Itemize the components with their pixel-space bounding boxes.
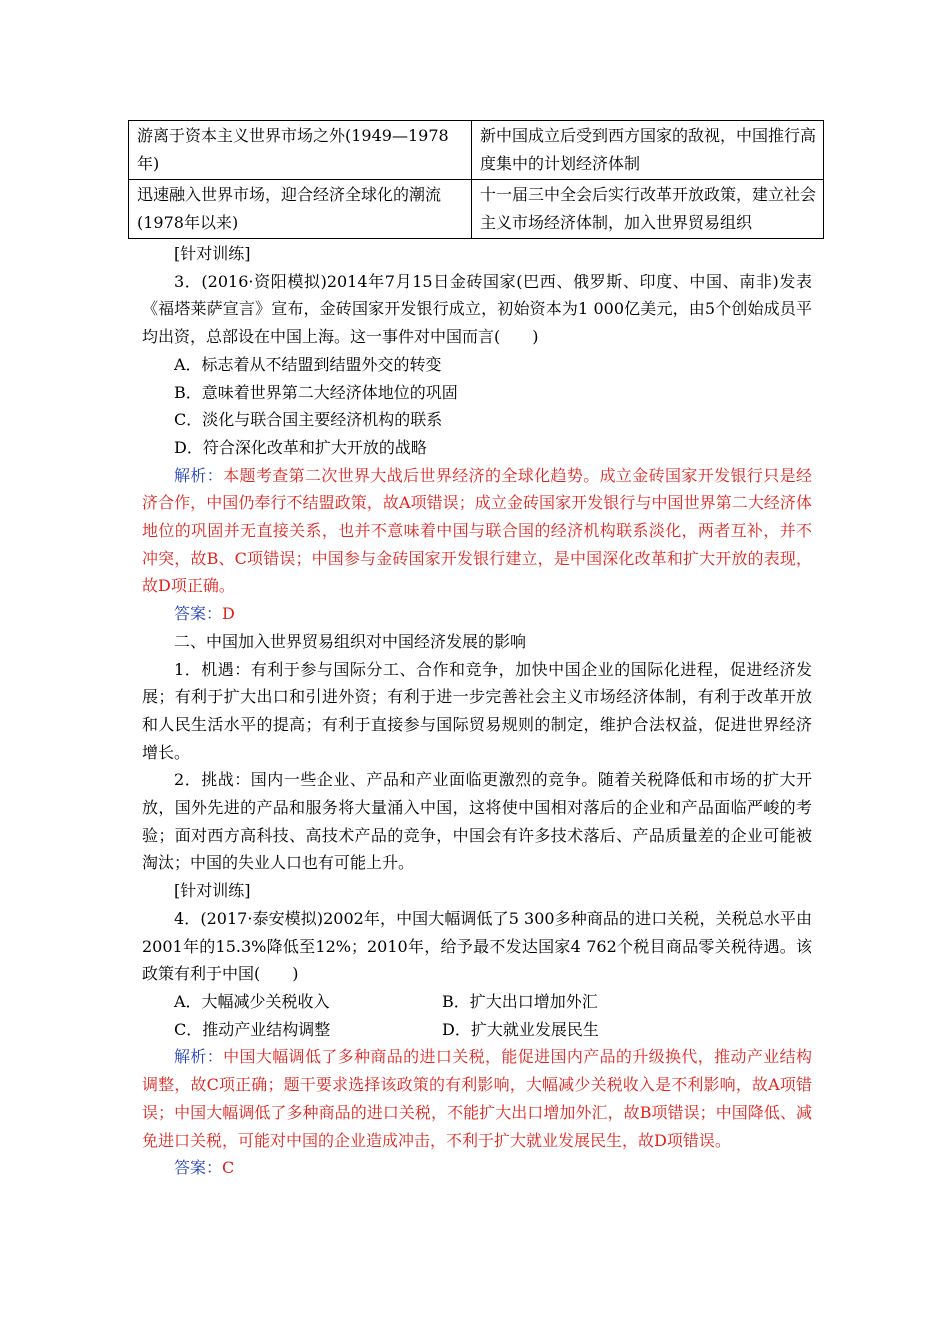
question-3-answer — [142, 600, 812, 628]
table-cell: 新中国成立后受到西方国家的敌视，中国推行高度集中的计划经济体制 — [472, 121, 824, 180]
training-label: [针对训练] — [174, 881, 251, 901]
question-3-option-a: A．标志着从不结盟到结盟外交的转变 — [174, 354, 442, 374]
question-3-analysis — [142, 462, 812, 601]
question-4-analysis — [142, 1043, 812, 1154]
answer-value: D — [222, 604, 235, 624]
answer-value: C — [222, 1158, 235, 1178]
table-cell: 十一届三中全会后实行改革开放政策，建立社会主义市场经济体制，加入世界贸易组织 — [472, 180, 824, 239]
question-3-stem: 3．(2016·资阳模拟)2014年7月15日金砖国家(巴西、俄罗斯、印度、中国、南非)发表《福塔莱萨宣言》宣布，金砖国家开发银行成立，初始资本为1 000亿美元，由5个创始成员平均出资，总部设在中国上海。这一事件对中国而言( ) — [142, 271, 812, 347]
answer-label: 答案： — [174, 1158, 223, 1178]
question-4-option-b: B．扩大出口增加外汇 — [442, 991, 598, 1011]
analysis-text: 中国大幅调低了多种商品的进口关税，能促进国内产品的升级换代，推动产业结构调整，故C项正确；题干要求选择该政策的有利影响，大幅减少关税收入是不利影响，故A项错误；中国大幅调低了多种商品的进口关税，不能扩大出口增加外汇，故B项错误；中国降低、减免进口关税，可能对中国的企业造成冲击，不利于扩大就业发展民生，故D项错误。 — [142, 1047, 812, 1150]
comparison-table — [128, 120, 824, 239]
answer-label: 答案： — [174, 604, 223, 624]
analysis-label: 解析： — [174, 1047, 224, 1067]
question-4-answer — [142, 1154, 812, 1182]
training-label: [针对训练] — [174, 244, 251, 263]
question-4-options-row-1 — [142, 988, 812, 1016]
question-4-option-d: D．扩大就业发展民生 — [442, 1019, 599, 1039]
question-4-stem: 4．(2017·泰安模拟)2002年，中国大幅调低了5 300多种商品的进口关税，关税总水平由2001年的15.3%降低至12%；2010年，给予最不发达国家4 762个税目商品零关税待遇。该政策有利于中国( ) — [142, 908, 812, 984]
question-4-option-a: A．大幅减少关税收入 — [174, 991, 330, 1011]
analysis-label: 解析： — [174, 465, 224, 485]
question-4-options-row-2 — [142, 1016, 812, 1044]
table-row — [129, 180, 824, 239]
question-3-option-b: B．意味着世界第二大经济体地位的巩固 — [174, 382, 458, 402]
section-paragraph-opportunity: 1．机遇：有利于参与国际分工、合作和竞争，加快中国企业的国际化进程，促进经济发展；有利于扩大出口和引进外资；有利于进一步完善社会主义市场经济体制，有利于改革开放和人民生活水平的提高；有利于直接参与国际贸易规则的制定，维护合法权益，促进世界经济增长。 — [142, 659, 812, 762]
table-cell: 游离于资本主义世界市场之外(1949—1978年) — [129, 121, 472, 180]
question-4-option-c: C．推动产业结构调整 — [174, 1019, 331, 1039]
question-3-option-c: C．淡化与联合国主要经济机构的联系 — [174, 410, 443, 430]
document-body — [142, 240, 812, 1182]
table-cell: 迅速融入世界市场，迎合经济全球化的潮流(1978年以来) — [129, 180, 472, 239]
analysis-text: 本题考查第二次世界大战后世界经济的全球化趋势。成立金砖国家开发银行只是经济合作，中国仍奉行不结盟政策，故A项错误；成立金砖国家开发银行与中国世界第二大经济体地位的巩固并无直接关系，也并不意味着中国与联合国的经济机构联系淡化，两者互补，并不冲突，故B、C项错误；中国参与金砖国家开发银行建立，是中国深化改革和扩大开放的表现，故D项正确。 — [142, 465, 812, 596]
section-paragraph-challenge: 2．挑战：国内一些企业、产品和产业面临更激烈的竞争。随着关税降低和市场的扩大开放，国外先进的产品和服务将大量涌入中国，这将使中国相对落后的企业和产品面临严峻的考验；面对西方高科技、高技术产品的竞争，中国会有许多技术落后、产品质量差的企业可能被淘汰；中国的失业人口也有可能上升。 — [142, 770, 812, 873]
section-heading: 二、中国加入世界贸易组织对中国经济发展的影响 — [174, 631, 527, 651]
table-row — [129, 121, 824, 180]
question-3-option-d: D．符合深化改革和扩大开放的战略 — [174, 437, 427, 457]
